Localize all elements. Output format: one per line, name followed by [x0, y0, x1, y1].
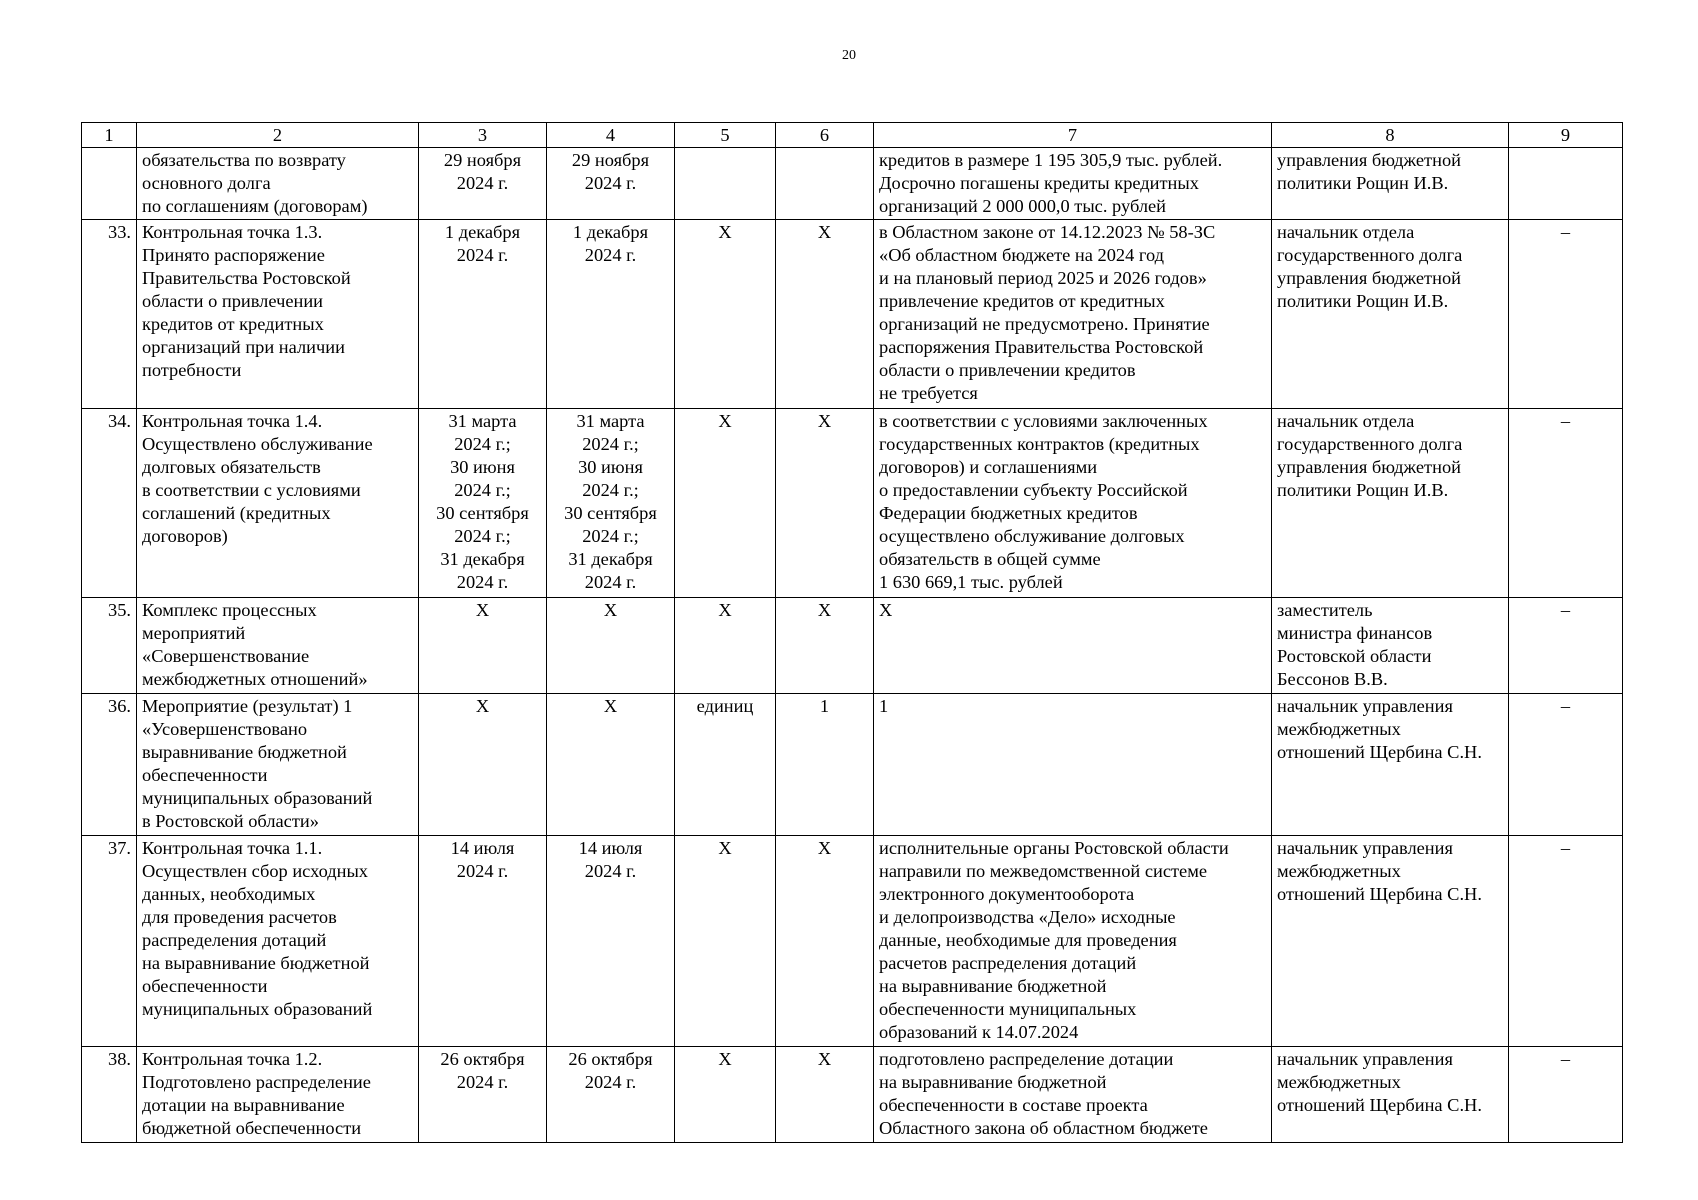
column-header: 1 — [82, 123, 137, 148]
activity-name-cell: Контрольная точка 1.2. Подготовлено распределение дотации на выравнивание бюджетной обеспеченности — [137, 1047, 419, 1143]
fact-date-cell: Х — [547, 598, 675, 694]
result-cell: исполнительные органы Ростовской области направили по межведомственной системе электронного документооборота и делопроизводства «Дело» исходные данные, необходимые для проведения расчетов распределения дотаций на выравнивание бюджетной обеспеченности муниципальных образований к 14.07.2024 — [874, 836, 1272, 1047]
table-row — [82, 148, 1623, 220]
note-cell: – — [1509, 1047, 1623, 1143]
value-cell: Х — [776, 1047, 874, 1143]
unit-cell: Х — [675, 1047, 776, 1143]
result-cell: в соответствии с условиями заключенных государственных контрактов (кредитных договоров) и соглашениями о предоставлении субъекту Российской Федерации бюджетных кредитов осуществлено обслуживание долговых обязательств в общей сумме 1 630 669,1 тыс. рублей — [874, 409, 1272, 598]
page-number: 20 — [842, 48, 856, 63]
unit-cell: единиц — [675, 694, 776, 836]
row-number-cell: 33. — [82, 220, 137, 409]
table-row — [82, 409, 1623, 598]
column-header: 4 — [547, 123, 675, 148]
value-cell: 1 — [776, 694, 874, 836]
unit-cell: Х — [675, 598, 776, 694]
responsible-cell: начальник отдела государственного долга управления бюджетной политики Рощин И.В. — [1272, 409, 1509, 598]
table-row — [82, 694, 1623, 836]
fact-date-cell: 29 ноября 2024 г. — [547, 148, 675, 220]
fact-date-cell: 31 марта 2024 г.; 30 июня 2024 г.; 30 сентября 2024 г.; 31 декабря 2024 г. — [547, 409, 675, 598]
unit-cell: Х — [675, 220, 776, 409]
note-cell: – — [1509, 409, 1623, 598]
column-header: 6 — [776, 123, 874, 148]
activity-name-cell: Контрольная точка 1.1. Осуществлен сбор исходных данных, необходимых для проведения расчетов распределения дотаций на выравнивание бюджетной обеспеченности муниципальных образований — [137, 836, 419, 1047]
responsible-cell: заместитель министра финансов Ростовской области Бессонов В.В. — [1272, 598, 1509, 694]
column-header: 7 — [874, 123, 1272, 148]
table-row — [82, 220, 1623, 409]
fact-date-cell: Х — [547, 694, 675, 836]
column-header: 9 — [1509, 123, 1623, 148]
result-cell: 1 — [874, 694, 1272, 836]
fact-date-cell: 1 декабря 2024 г. — [547, 220, 675, 409]
note-cell: – — [1509, 836, 1623, 1047]
plan-date-cell: Х — [419, 598, 547, 694]
activity-name-cell: Мероприятие (результат) 1 «Усовершенствовано выравнивание бюджетной обеспеченности муниципальных образований в Ростовской области» — [137, 694, 419, 836]
plan-date-cell: 31 марта 2024 г.; 30 июня 2024 г.; 30 сентября 2024 г.; 31 декабря 2024 г. — [419, 409, 547, 598]
responsible-cell: управления бюджетной политики Рощин И.В. — [1272, 148, 1509, 220]
note-cell — [1509, 148, 1623, 220]
activity-name-cell: Контрольная точка 1.3. Принято распоряжение Правительства Ростовской области о привлечении кредитов от кредитных организаций при наличии потребности — [137, 220, 419, 409]
note-cell: – — [1509, 694, 1623, 836]
responsible-cell: начальник управления межбюджетных отношений Щербина С.Н. — [1272, 836, 1509, 1047]
result-cell: подготовлено распределение дотации на выравнивание бюджетной обеспеченности в составе проекта Областного закона об областном бюджете — [874, 1047, 1272, 1143]
unit-cell: Х — [675, 409, 776, 598]
activity-name-cell: обязательства по возврату основного долга по соглашениям (договорам) — [137, 148, 419, 220]
plan-date-cell: Х — [419, 694, 547, 836]
fact-date-cell: 26 октября 2024 г. — [547, 1047, 675, 1143]
row-number-cell: 36. — [82, 694, 137, 836]
table-row — [82, 836, 1623, 1047]
column-header: 3 — [419, 123, 547, 148]
unit-cell: Х — [675, 836, 776, 1047]
result-cell: в Областном законе от 14.12.2023 № 58-ЗС «Об областном бюджете на 2024 год и на плановый период 2025 и 2026 годов» привлечение кредитов от кредитных организаций не предусмотрено. Принятие распоряжения Правительства Ростовской области о привлечении кредитов не требуется — [874, 220, 1272, 409]
responsible-cell: начальник отдела государственного долга управления бюджетной политики Рощин И.В. — [1272, 220, 1509, 409]
column-header: 2 — [137, 123, 419, 148]
result-cell: Х — [874, 598, 1272, 694]
row-number-cell: 37. — [82, 836, 137, 1047]
plan-date-cell: 14 июля 2024 г. — [419, 836, 547, 1047]
row-number-cell — [82, 148, 137, 220]
note-cell: – — [1509, 598, 1623, 694]
value-cell — [776, 148, 874, 220]
plan-date-cell: 29 ноября 2024 г. — [419, 148, 547, 220]
row-number-cell: 34. — [82, 409, 137, 598]
table-header-row — [82, 123, 1623, 148]
note-cell: – — [1509, 220, 1623, 409]
activity-name-cell: Комплекс процессных мероприятий «Совершенствование межбюджетных отношений» — [137, 598, 419, 694]
responsible-cell: начальник управления межбюджетных отношений Щербина С.Н. — [1272, 1047, 1509, 1143]
plan-date-cell: 1 декабря 2024 г. — [419, 220, 547, 409]
unit-cell — [675, 148, 776, 220]
row-number-cell: 38. — [82, 1047, 137, 1143]
value-cell: Х — [776, 409, 874, 598]
plan-date-cell: 26 октября 2024 г. — [419, 1047, 547, 1143]
table-row — [82, 1047, 1623, 1143]
table-row — [82, 598, 1623, 694]
responsible-cell: начальник управления межбюджетных отношений Щербина С.Н. — [1272, 694, 1509, 836]
fact-date-cell: 14 июля 2024 г. — [547, 836, 675, 1047]
report-table — [81, 122, 1623, 1143]
activity-name-cell: Контрольная точка 1.4. Осуществлено обслуживание долговых обязательств в соответствии с условиями соглашений (кредитных договоров) — [137, 409, 419, 598]
column-header: 5 — [675, 123, 776, 148]
result-cell: кредитов в размере 1 195 305,9 тыс. рублей. Досрочно погашены кредиты кредитных организаций 2 000 000,0 тыс. рублей — [874, 148, 1272, 220]
row-number-cell: 35. — [82, 598, 137, 694]
column-header: 8 — [1272, 123, 1509, 148]
value-cell: Х — [776, 836, 874, 1047]
value-cell: Х — [776, 598, 874, 694]
value-cell: Х — [776, 220, 874, 409]
